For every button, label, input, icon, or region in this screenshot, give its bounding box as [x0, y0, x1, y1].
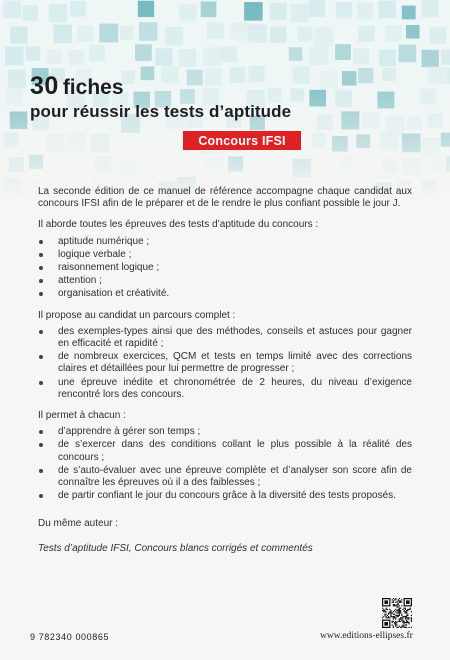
list-item: d’apprendre à gérer son temps ; — [38, 426, 412, 438]
list-item: organisation et créativité. — [38, 288, 412, 300]
title-word: fiches — [62, 76, 124, 99]
section2-list — [38, 326, 412, 401]
title-block — [30, 74, 430, 122]
list-item: de s’exercer dans des conditions collant le plus possible à la réalité des concours ; — [38, 439, 412, 463]
list-item: une épreuve inédite et chronométrée de 2 heures, du niveau d’exigence rencontré lors des concours. — [38, 377, 412, 401]
book-subtitle: pour réussir les tests d’aptitude — [30, 102, 292, 121]
list-item: de s’auto-évaluer avec une épreuve complète et d’analyser son score afin de connaître les épreuves où il a des faiblesses ; — [38, 465, 412, 489]
section3-lead: Il permet à chacun : — [38, 410, 126, 422]
list-item: raisonnement logique ; — [38, 262, 412, 274]
book-title — [30, 74, 430, 99]
list-item: logique verbale ; — [38, 249, 412, 261]
author-book-title: Tests d’aptitude IFSI, Concours blancs corrigés et commentés — [38, 542, 313, 554]
list-item: aptitude numérique ; — [38, 236, 412, 248]
author-heading: Du même auteur : — [38, 518, 119, 530]
list-item: de partir confiant le jour du concours grâce à la diversité des tests proposés. — [38, 490, 412, 502]
section3-list — [38, 426, 412, 502]
series-badge: Concours IFSI — [183, 131, 301, 150]
qr-code-icon — [382, 598, 412, 628]
isbn-number: 9 782340 000865 — [30, 632, 110, 642]
section1-list — [38, 236, 412, 301]
title-number: 30 — [30, 72, 59, 100]
section2-lead: Il propose au candidat un parcours complet : — [38, 309, 236, 321]
list-item: de nombreux exercices, QCM et tests en temps limité avec des corrections claires et détaillées pour lui permettre de progresser ; — [38, 351, 412, 375]
publisher-website: www.editions-ellipses.fr — [320, 631, 413, 641]
section1-lead: Il aborde toutes les épreuves des tests d’aptitude du concours : — [38, 219, 319, 231]
intro-paragraph: La seconde édition de ce manuel de référence accompagne chaque candidat aux concours IFSI afin de le préparer et de le rendre le plus confiant possible le jour J. — [38, 186, 412, 210]
list-item: des exemples-types ainsi que des méthodes, conseils et astuces pour gagner en efficacité et rapidité ; — [38, 326, 412, 350]
back-cover-text — [38, 186, 412, 555]
list-item: attention ; — [38, 275, 412, 287]
